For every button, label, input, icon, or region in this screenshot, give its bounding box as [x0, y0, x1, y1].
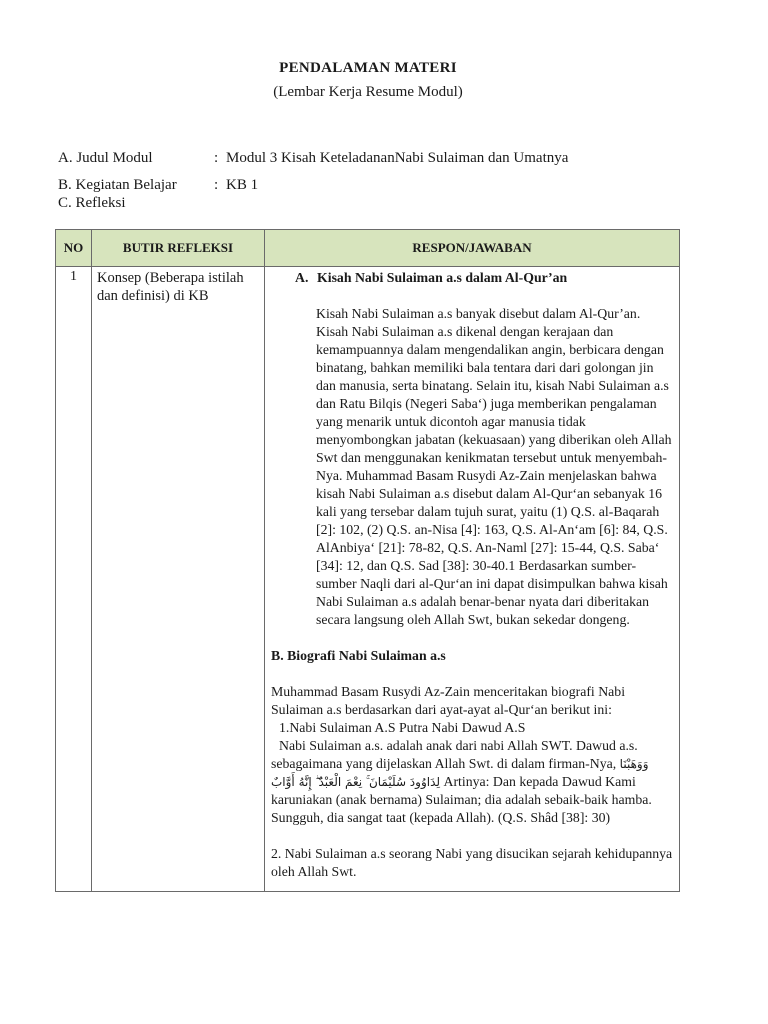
section-a-title: Kisah Nabi Sulaiman a.s dalam Al-Qur’an: [317, 270, 568, 285]
meta-kegiatan-belajar: [58, 176, 258, 194]
meta-value: Modul 3 Kisah KeteladananNabi Sulaiman dan Umatnya: [226, 150, 569, 166]
section-a-paragraph: Kisah Nabi Sulaiman a.s banyak disebut dalam Al-Qur’an. Kisah Nabi Sulaiman a.s dikenal dengan kerajaan dan kemampuannya dalam mengendalikan angin, berbicara dengan binatang, bahkan memiliki bala tentara dari dari golongan jin dan manusia, serta binatang. Selain itu, kisah Nabi Sulaiman a.s dan Ratu Bilqis (Negeri Saba‘) juga memberikan pengalaman yang menarik untuk dicontoh agar manusia tidak menyombongkan jabatan (kekuasaan) yang diberikan oleh Allah Swt dan menggunakan kenikmatan tersebut untuk menyembah-Nya. Muhammad Basam Rusydi Az-Zain menjelaskan bahwa kisah Nabi Sulaiman a.s disebut dalam Al-Qur‘an sebanyak 16 kali yang tersebar dalam tujuh surat, yaitu (1) Q.S. al-Baqarah [2]: 102, (2) Q.S. an-Nisa [4]: 163, Q.S. Al-An‘am [6]: 84, Q.S. AlAnbiya‘ [21]: 78-82, Q.S. An-Naml [27]: 15-44, Q.S. Saba‘ [34]: 12, dan Q.S. Sad [38]: 30-40.1 Berdasarkan sumber-sumber Naqli dari al-Qur‘an ini dapat disimpulkan bahwa kisah Nabi Sulaiman a.s adalah benar-benar nyata dari diberitakan secara langsung oleh Allah Swt, bukan sekedar dongeng.: [316, 306, 672, 627]
table-row: [56, 267, 680, 892]
verse-translation: Artinya: Dan kepada Dawud Kami karuniakan (anak bernama) Sulaiman; dia adalah sebaik-baik hamba. Sungguh, dia sangat taat (kepada Allah). (Q.S. Shâd [38]: 30): [271, 774, 652, 825]
reflection-table: [55, 229, 680, 892]
row-number: 1: [56, 267, 92, 892]
meta-refleksi: [58, 194, 214, 212]
meta-judul-modul: [58, 149, 568, 167]
arabic-verse: وَوَهَبْنَا لِدَاوُودَ سُلَيْمَانَ ۚ نِعْمَ الْعَبْدُ ۖ إِنَّهُ أَوَّابٌ: [271, 757, 649, 789]
section-b-point-1: 1.Nabi Sulaiman A.S Putra Nabi Dawud A.S: [279, 720, 526, 735]
meta-sep: :: [214, 150, 219, 166]
section-a-heading: [271, 269, 673, 287]
page-title: PENDALAMAN MATERI: [279, 60, 457, 76]
section-b-point-1-body: [271, 737, 673, 827]
section-b-intro: Muhammad Basam Rusydi Az-Zain menceritakan biografi Nabi Sulaiman a.s berdasarkan dari ayat-ayat al-Qur‘an berikut ini:: [271, 684, 626, 717]
meta-sep: :: [214, 177, 219, 193]
section-b-point-2: 2. Nabi Sulaiman a.s seorang Nabi yang disucikan sejarah kehidupannya oleh Allah Swt.: [271, 846, 673, 879]
section-b-heading: B. Biografi Nabi Sulaiman a.s: [271, 648, 446, 663]
row-butir: Konsep (Beberapa istilah dan definisi) di KB: [92, 267, 265, 892]
header-no: NO: [56, 230, 92, 267]
meta-value: KB 1: [226, 177, 259, 193]
meta-key: C. Refleksi: [58, 195, 126, 211]
section-a-label: A.: [295, 270, 309, 285]
page-subtitle: (Lembar Kerja Resume Modul): [273, 84, 463, 100]
header-butir-refleksi: BUTIR REFLEKSI: [92, 230, 265, 267]
point-1-text: Nabi Sulaiman a.s. adalah anak dari nabi Allah SWT. Dawud a.s. sebagaimana yang dijelaskan Allah Swt. di dalam firman-Nya,: [271, 738, 638, 771]
meta-key: A. Judul Modul: [58, 150, 153, 166]
row-response: [265, 267, 680, 892]
meta-key: B. Kegiatan Belajar: [58, 177, 177, 193]
header-respon-jawaban: RESPON/JAWABAN: [265, 230, 680, 267]
table-header-row: [56, 230, 680, 267]
